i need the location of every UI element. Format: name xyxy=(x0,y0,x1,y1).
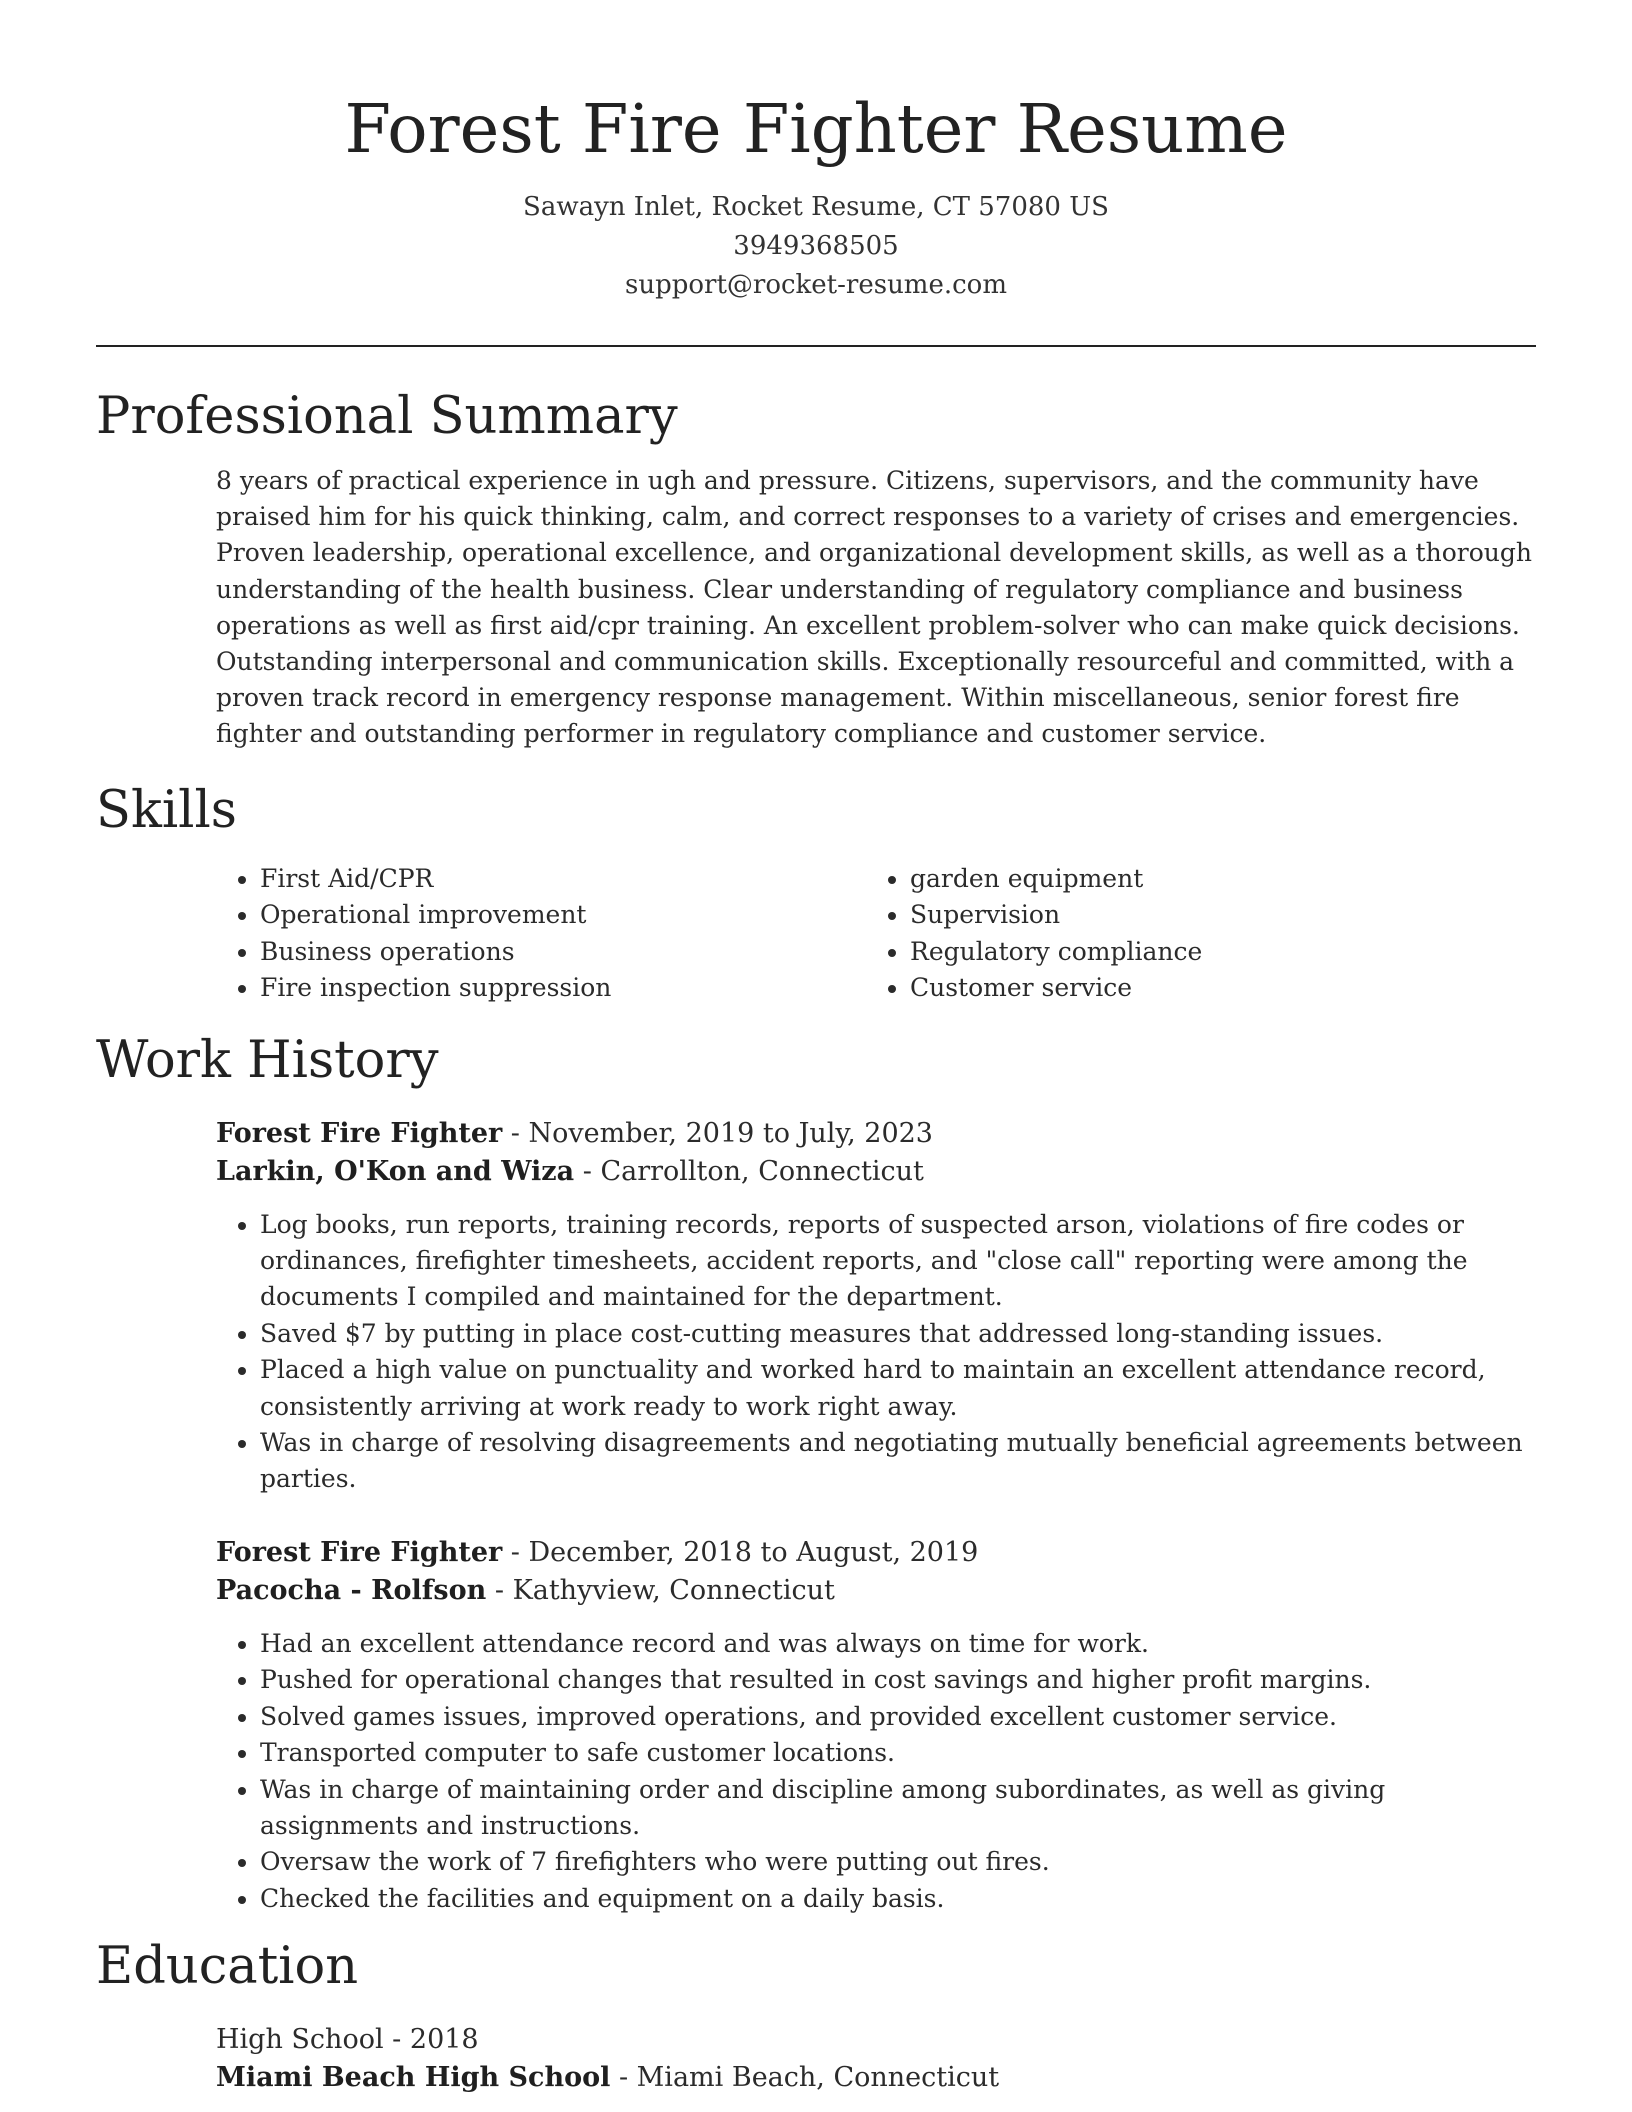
skills-column-left xyxy=(216,861,866,1007)
contact-block xyxy=(96,188,1536,305)
job-bullet-list xyxy=(216,1626,1536,1917)
job-separator: - xyxy=(502,1536,529,1568)
job-bullet: • Checked the facilities and equipment on a daily basis. xyxy=(260,1881,1536,1917)
job-location-separator: - xyxy=(486,1574,513,1606)
education-degree: High School xyxy=(216,2024,384,2056)
job-title: Forest Fire Fighter xyxy=(216,1536,503,1568)
skill-item: • Operational improvement xyxy=(260,897,866,934)
contact-phone: 3949368505 xyxy=(733,231,899,261)
skill-item: • Supervision xyxy=(910,897,1470,934)
education-degree-line xyxy=(216,2021,1536,2059)
skills-column-right xyxy=(866,861,1470,1007)
job-bullet-list xyxy=(216,1207,1536,1498)
job-bullet: • Had an excellent attendance record and was always on time for work. xyxy=(260,1626,1536,1662)
summary-heading: Professional Summary xyxy=(96,387,678,446)
job-company-line xyxy=(216,1572,1536,1610)
job-dates: November, 2019 to July, 2023 xyxy=(528,1117,933,1149)
work-history-heading: Work History xyxy=(96,1030,439,1090)
education-entry xyxy=(216,2021,1536,2097)
education-heading: Education xyxy=(96,1937,359,1997)
education-school: Miami Beach High School xyxy=(216,2062,611,2094)
job-entry xyxy=(216,1115,1536,1498)
job-bullet: • Transported computer to safe customer locations. xyxy=(260,1735,1536,1771)
education-location: Miami Beach, Connecticut xyxy=(636,2062,1000,2094)
contact-address: Sawayn Inlet, Rocket Resume, CT 57080 US xyxy=(523,192,1109,222)
summary-text: 8 years of practical experience in ugh and pressure. Citizens, supervisors, and the community have praised him for his quick thinking, calm, and correct responses to a variety of crises and emergencies. Proven leadership, operational excellence, and organizational development skills, as well as a thorough understanding of the health business. Clear understanding of regulatory compliance and business operations as well as first aid/cpr training. An excellent problem-solver who can make quick decisions. Outstanding interpersonal and communication skills. Exceptionally resourceful and committed, with a proven track record in emergency response management. Within miscellaneous, senior forest fire fighter and outstanding performer in regulatory compliance and customer service. xyxy=(216,466,1532,749)
job-company: Pacocha - Rolfson xyxy=(216,1574,487,1606)
job-bullet: • Pushed for operational changes that resulted in cost savings and higher profit margins. xyxy=(260,1662,1536,1698)
job-entry xyxy=(216,1534,1536,1917)
job-dates: December, 2018 to August, 2019 xyxy=(528,1536,979,1568)
skill-item: • First Aid/CPR xyxy=(260,861,866,898)
skills-heading: Skills xyxy=(96,780,237,840)
education-school-line xyxy=(216,2059,1536,2097)
skill-item: • Business operations xyxy=(260,934,866,971)
education-location-separator: - xyxy=(610,2062,637,2094)
job-bullet: • Was in charge of resolving disagreements and negotiating mutually beneficial agreements between parties. xyxy=(260,1425,1536,1498)
page-title: Forest Fire Fighter Resume xyxy=(344,90,1288,168)
job-company-line xyxy=(216,1153,1536,1191)
job-bullet: • Saved $7 by putting in place cost-cutting measures that addressed long-standing issues. xyxy=(260,1316,1536,1352)
job-bullet: • Solved games issues, improved operations, and provided excellent customer service. xyxy=(260,1699,1536,1735)
job-bullet: • Log books, run reports, training records, reports of suspected arson, violations of fire codes or ordinances, firefighter timesheets, accident reports, and "close call" reporting were among the documents I compiled and maintained for the department. xyxy=(260,1207,1536,1316)
job-location-separator: - xyxy=(574,1155,601,1187)
job-location: Kathyview, Connecticut xyxy=(512,1574,835,1606)
header-divider xyxy=(96,345,1536,347)
job-bullet: • Oversaw the work of 7 firefighters who were putting out fires. xyxy=(260,1844,1536,1880)
skill-item: • Regulatory compliance xyxy=(910,934,1470,971)
job-title-line xyxy=(216,1534,1536,1572)
skills-grid xyxy=(216,861,1536,1007)
job-location: Carrollton, Connecticut xyxy=(600,1155,924,1187)
contact-email: support@rocket-resume.com xyxy=(624,270,1007,300)
education-separator: - xyxy=(383,2024,410,2056)
skill-item: • Fire inspection suppression xyxy=(260,970,866,1007)
skill-item: • Customer service xyxy=(910,970,1470,1007)
job-title-line xyxy=(216,1115,1536,1153)
job-bullet: • Placed a high value on punctuality and worked hard to maintain an excellent attendance record, consistently arriving at work ready to work right away. xyxy=(260,1352,1536,1425)
skill-item: • garden equipment xyxy=(910,861,1470,898)
education-year: 2018 xyxy=(409,2024,479,2056)
job-separator: - xyxy=(502,1117,529,1149)
job-title: Forest Fire Fighter xyxy=(216,1117,503,1149)
job-bullet: • Was in charge of maintaining order and discipline among subordinates, as well as giving assignments and instructions. xyxy=(260,1772,1536,1845)
resume-page xyxy=(96,0,1536,2097)
job-company: Larkin, O'Kon and Wiza xyxy=(216,1155,575,1187)
